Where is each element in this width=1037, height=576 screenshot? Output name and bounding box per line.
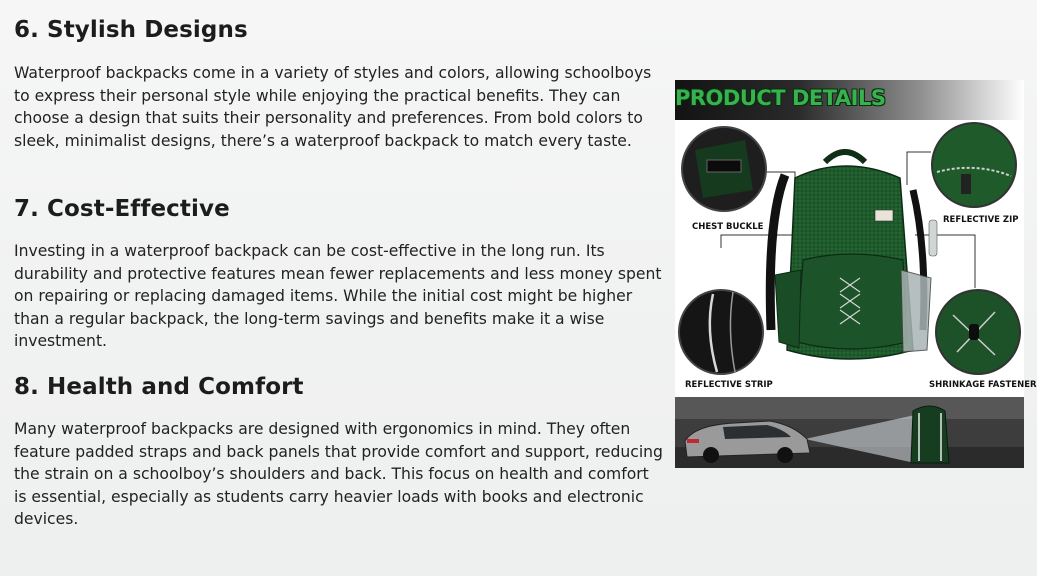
section-heading-stylish-designs: 6. Stylish Designs [14, 17, 248, 43]
section-heading-cost-effective: 7. Cost-Effective [14, 196, 230, 222]
reflective-zip-detail [932, 123, 1016, 207]
section-body-stylish-designs: Waterproof backpacks come in a variety of styles and colors, allowing schoolboys to express their personal style while enjoying the practical benefits. They can choose a design that suits their personality and preferences. From bold colors to sleek, minimalist designs, there’s a waterproof backpack to match every taste. [14, 64, 652, 150]
label-reflective-zip: REFLECTIVE ZIP [943, 215, 1019, 225]
label-shrinkage-fastener: SHRINKAGE FASTENER [929, 380, 1037, 390]
chest-buckle-detail [682, 127, 766, 211]
section-body-cost-effective: Investing in a waterproof backpack can be cost-effective in the long run. Its durability and protective features mean fewer replacements and less money spent on repairing or replacing damaged items. While the initial cost might be higher than a regular backpack, the long-term savings and benefits make it a wise investment. [14, 242, 662, 351]
product-details-image [675, 80, 1037, 468]
night-road-scene [675, 397, 1024, 468]
backpack-icon [770, 152, 937, 359]
section-body-health-comfort: Many waterproof backpacks are designed with ergonomics in mind. They often feature padded straps and back panels that provide comfort and support, reducing the strain on a schoolboy’s shoulders and back. This focus on health and comfort is essential, especially as students carry heavier loads with books and electronic devices. [14, 420, 663, 529]
shrinkage-fastener-detail [936, 290, 1020, 374]
banner-title: PRODUCT DETAILS [675, 86, 886, 110]
section-heading-health-comfort: 8. Health and Comfort [14, 374, 304, 400]
label-reflective-strip: REFLECTIVE STRIP [685, 380, 773, 390]
reflective-strip-detail [679, 290, 763, 374]
label-chest-buckle: CHEST BUCKLE [692, 222, 764, 232]
backpack-silhouette-icon [911, 406, 949, 463]
